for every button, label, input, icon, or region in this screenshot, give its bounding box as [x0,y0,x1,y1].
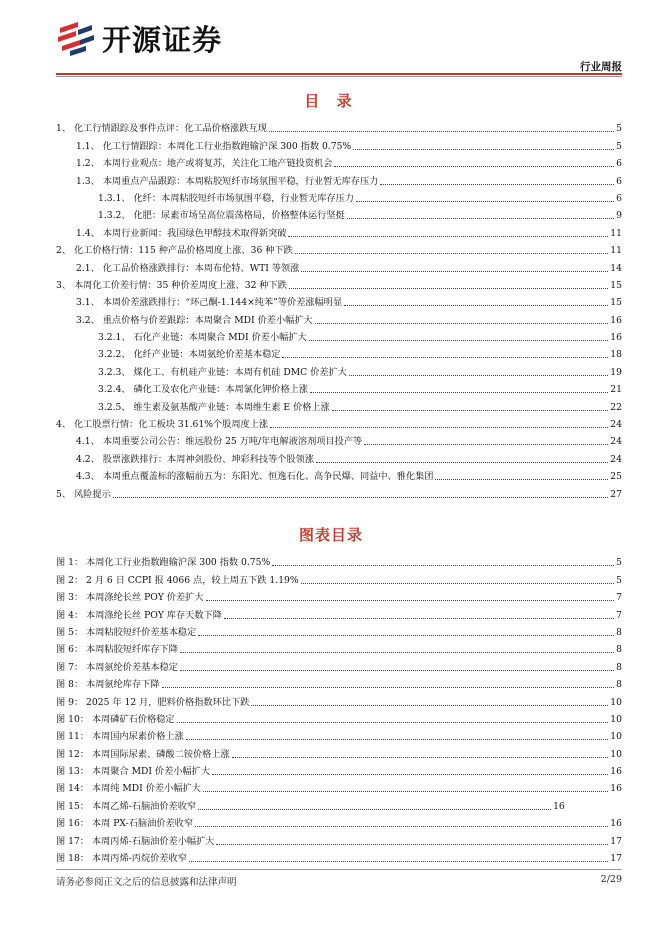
page-ref: 16 [610,766,622,778]
dot-leader [301,271,608,272]
figure-list [56,551,622,864]
dot-leader [198,809,551,810]
dot-leader [344,305,608,306]
toc-title: 目 录 [304,92,358,110]
dot-leader [224,618,614,619]
toc-entry-text: 3.2.3、 煤化工、有机硅产业链：本周有机硅 DMC 价差扩大 [98,366,347,378]
brand-name: 开源证券 [102,22,223,57]
toc-entry-text: 5、 风险提示 [56,488,111,500]
toc-entry-text: 1.4、 本周行业新闻：我国绿色甲醇技术取得新突破 [76,227,287,239]
page-ref: 16 [553,800,565,812]
toc-entry[interactable] [56,360,622,377]
page-ref: 9 [616,210,622,222]
page-ref: 5 [616,123,622,135]
page-ref: 16 [610,818,622,830]
figure-entry[interactable] [56,551,622,568]
figure-entry-text: 图 14： 本周纯 MDI 价差小幅扩大 [56,783,201,795]
figure-entry[interactable] [56,794,622,811]
dot-leader [289,288,608,289]
figure-entry-text: 图 4： 本周涤纶长丝 POY 库存天数下降 [56,609,222,621]
figure-entry-text: 图 10： 本周磷矿石价格稳定 [56,713,175,725]
toc-entry[interactable] [56,239,622,256]
page-ref: 5 [616,574,622,586]
toc-entry[interactable] [56,187,622,204]
dot-leader [186,739,609,740]
page-ref: 14 [610,262,622,274]
figure-entry-text: 图 8： 本周氨纶库存下降 [56,679,160,691]
dot-leader [251,705,608,706]
dot-leader [113,497,609,498]
toc-entry-text: 1.3、 本周重点产品跟踪：本周粘胶短纤市场氛围平稳，行业暂无库存压力 [76,175,379,187]
toc-entry[interactable] [56,291,622,308]
page-ref: 19 [610,366,622,378]
dot-leader [334,166,614,167]
figure-entry-text: 图 7： 本周氨纶价差基本稳定 [56,661,178,673]
toc-entry-text: 1.1、 化工行情跟踪：本周化工行业指数跑输沪深 300 指数 0.75% [76,140,352,152]
dot-leader [310,392,608,393]
figure-entry[interactable] [56,655,622,672]
toc-entry[interactable] [56,395,622,412]
dot-leader [349,375,608,376]
header-divider [56,73,622,75]
dot-leader [332,410,609,411]
figure-entry[interactable] [56,621,622,638]
page-ref: 22 [610,401,622,413]
toc-entry[interactable] [56,465,622,482]
figure-entry[interactable] [56,725,622,742]
figure-list-title: 图表目录 [298,526,363,544]
dot-leader [216,844,608,845]
figure-entry[interactable] [56,847,622,864]
page-ref: 24 [610,436,622,448]
page-ref: 21 [610,384,622,396]
toc-entry-text: 2、 化工价格行情：115 种产品价格周度上涨、36 种下跌 [56,245,293,257]
dot-leader [435,479,608,480]
figure-entry[interactable] [56,829,622,846]
page-ref: 24 [610,419,622,431]
dot-leader [203,791,608,792]
toc-entry[interactable] [56,482,622,499]
page-ref: 17 [610,835,622,847]
toc-entry-text: 4.2、 股票涨跌排行：本周神剑股份、坤彩科技等个股领涨 [76,453,315,465]
toc-entry-text: 3.2.2、 化纤产业链：本周氨纶价差基本稳定 [98,349,281,361]
page-ref: 5 [616,557,622,569]
figure-entry-text: 图 15： 本周乙烯-石脑油价差收窄 [56,800,197,812]
toc-entry[interactable] [56,378,622,395]
page-ref: 16 [610,314,622,326]
figure-entry[interactable] [56,690,622,707]
toc-entry[interactable] [56,274,622,291]
page-ref: 5 [616,140,622,152]
page-ref: 8 [616,644,622,656]
toc-entry-text: 3.2.4、 磷化工及农化产业链：本周氯化钾价格上涨 [98,384,309,396]
figure-entry-text: 图 2： 2 月 6 日 CCPI 报 4066 点，较上周五下跌 1.19% [56,574,299,586]
toc-entry-text: 3、 本周化工价差行情：35 种价差周度上涨、32 种下跌 [56,279,287,291]
dot-leader [353,149,614,150]
brand-logo [56,18,222,58]
dot-leader [295,253,609,254]
figure-entry[interactable] [56,586,622,603]
toc-entry-text: 1、 化工行情跟踪及事件点评：化工品价格涨跌互现 [56,123,267,135]
page-ref: 15 [610,279,622,291]
dot-leader [301,583,615,584]
page-ref: 10 [610,696,622,708]
figure-entry-text: 图 9： 2025 年 12 月，肥料价格指数环比下跌 [56,696,250,708]
dot-leader [206,600,615,601]
toc-entry-text: 1.3.1、 化纤：本周粘胶短纤市场氛围平稳，行业暂无库存压力 [98,192,354,204]
toc-entry[interactable] [56,256,622,273]
toc-entry-text: 1.2、 本周行业观点：地产或将复苏，关注化工地产链投资机会 [76,158,333,170]
dot-leader [380,184,614,185]
footer-divider [56,869,622,870]
figure-entry[interactable] [56,638,622,655]
figure-entry-text: 图 1： 本周化工行业指数跑输沪深 300 指数 0.75% [56,557,271,569]
footer-disclaimer: 请务必参阅正文之后的信息披露和法律声明 [56,877,237,888]
brand-mark-icon [56,18,96,58]
figure-entry-text: 图 12： 本周国际尿素、磷酸二铵价格上涨 [56,748,230,760]
figure-entry[interactable] [56,760,622,777]
dot-leader [356,201,614,202]
figure-entry-text: 图 11： 本周国内尿素价格上涨 [56,731,184,743]
dot-leader [195,826,608,827]
toc-entry[interactable] [56,221,622,238]
figure-entry-text: 图 3： 本周涤纶长丝 POY 价差扩大 [56,592,204,604]
toc-entry[interactable] [56,430,622,447]
page-ref: 7 [616,609,622,621]
figure-entry-text: 图 16： 本周 PX-石脑油价差收窄 [56,818,194,830]
dot-leader [212,774,608,775]
figure-entry-text: 图 17： 本周丙烯-石脑油价差小幅扩大 [56,835,215,847]
toc-entry[interactable] [56,326,622,343]
page-ref: 11 [610,245,622,257]
figure-entry-text: 图 6： 本周粘胶短纤库存下降 [56,644,178,656]
page-number: 2/29 [600,874,622,885]
page-header [0,0,662,80]
page-ref: 6 [616,158,622,170]
header-divider-thin [56,76,622,77]
figure-entry-text: 图 18： 本周丙烯-丙烷价差收窄 [56,853,187,865]
page-ref: 15 [610,297,622,309]
dot-leader [180,652,614,653]
dot-leader [162,687,615,688]
figure-entry[interactable] [56,742,622,759]
dot-leader [232,757,609,758]
figure-entry[interactable] [56,568,622,585]
page-ref: 6 [616,192,622,204]
dot-leader [177,722,609,723]
page-ref: 6 [616,175,622,187]
toc-entry[interactable] [56,308,622,325]
toc-entry-text: 3.2.5、 维生素及氨基酸产业链：本周维生素 E 价格上涨 [98,401,330,413]
toc-entry[interactable] [56,204,622,221]
figure-entry[interactable] [56,777,622,794]
toc-entry[interactable] [56,413,622,430]
page-ref: 10 [610,748,622,760]
dot-leader [316,462,608,463]
dot-leader [347,218,614,219]
toc-entry[interactable] [56,117,622,134]
table-of-contents [56,117,622,500]
dot-leader [198,635,614,636]
figure-entry-text: 图 13： 本周聚合 MDI 价差小幅扩大 [56,766,211,778]
dot-leader [282,357,608,358]
toc-entry[interactable] [56,152,622,169]
toc-entry-text: 3.1、 本周价差涨跌排行：“环己酮-1.144×纯苯”等价差涨幅明显 [76,297,343,309]
figure-entry[interactable] [56,708,622,725]
toc-entry[interactable] [56,169,622,186]
dot-leader [270,427,608,428]
page-ref: 10 [610,713,622,725]
toc-entry[interactable] [56,134,622,151]
figure-entry-text: 图 5： 本周粘胶短纤价差基本稳定 [56,626,197,638]
page-ref: 16 [610,783,622,795]
toc-entry[interactable] [56,343,622,360]
page-ref: 8 [616,661,622,673]
toc-entry-text: 4、 化工股票行情：化工板块 31.61%个股周度上涨 [56,419,269,431]
dot-leader [364,444,608,445]
report-type-label: 行业周报 [580,61,622,73]
figure-entry[interactable] [56,812,622,829]
page-ref: 17 [610,853,622,865]
page-ref: 8 [616,626,622,638]
dot-leader [288,236,608,237]
page-ref: 8 [616,679,622,691]
page-ref: 24 [610,453,622,465]
toc-entry[interactable] [56,447,622,464]
toc-entry-text: 1.3.2、 化肥：尿素市场呈高位震荡格局，价格整体运行坚挺 [98,210,345,222]
page-ref: 18 [610,349,622,361]
page-ref: 27 [610,488,622,500]
toc-entry-text: 2.1、 化工品价格涨跌排行：本周布伦特、WTI 等领涨 [76,262,300,274]
toc-entry-text: 3.2.1、 石化产业链：本周聚合 MDI 价差小幅扩大 [98,332,307,344]
page-ref: 25 [610,471,622,483]
toc-entry-text: 3.2、 重点价格与价差跟踪：本周聚合 MDI 价差小幅扩大 [76,314,313,326]
page-ref: 11 [610,227,622,239]
page-ref: 10 [610,731,622,743]
dot-leader [180,670,614,671]
dot-leader [309,340,609,341]
figure-entry[interactable] [56,673,622,690]
figure-entry[interactable] [56,603,622,620]
dot-leader [189,861,608,862]
dot-leader [315,323,609,324]
page-ref: 16 [610,332,622,344]
toc-entry-text: 4.1、 本周重要公司公告：维远股份 25 万吨/年电解液溶剂项目投产等 [76,436,363,448]
page-ref: 7 [616,592,622,604]
toc-entry-text: 4.3、 本周重点覆盖标的涨幅前五为：东阳光、恒逸石化、高争民爆、同益中、雅化集团 [76,471,434,483]
dot-leader [269,131,614,132]
dot-leader [272,565,614,566]
